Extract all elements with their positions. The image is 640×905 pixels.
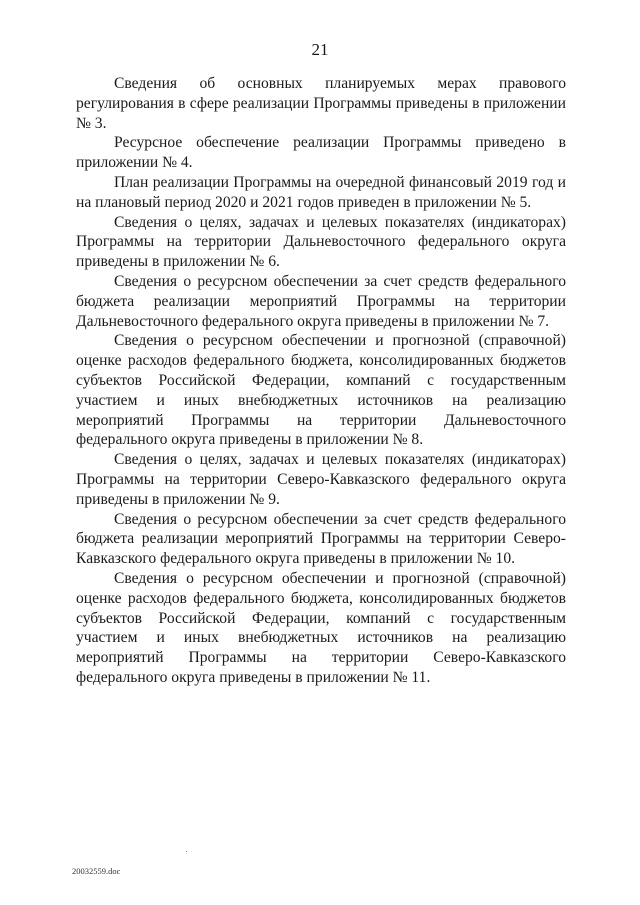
document-body — [76, 74, 566, 688]
footer-file-name: 20032559.doc — [72, 866, 121, 876]
scan-speck — [186, 851, 187, 852]
page-number: 21 — [311, 40, 329, 59]
paragraph-appendix-9: Сведения о целях, задачах и целевых показателях (индикаторах) Программы на территории Северо-Кавказского федерального округа приведены в приложении № 9. — [76, 451, 566, 508]
paragraph-appendix-11: Сведения о ресурсном обеспечении и прогнозной (справочной) оценке расходов федерального бюджета, консолидированных бюджетов субъектов Российской Федерации, компаний с государственным участием и иных внебюджетных источников на реализацию мероприятий Программы на территории Северо-Кавказского федерального округа приведены в приложении № 11. — [76, 569, 566, 686]
paragraph-appendix-8: Сведения о ресурсном обеспечении и прогнозной (справочной) оценке расходов федерального бюджета, консолидированных бюджетов субъектов Российской Федерации, компаний с государственным участием и иных внебюджетных источников на реализацию мероприятий Программы на территории Дальневосточного федерального округа приведены в приложении № 8. — [76, 332, 566, 449]
paragraph-appendix-4: Ресурсное обеспечение реализации Программы приведено в приложении № 4. — [76, 134, 566, 172]
paragraph-appendix-5: План реализации Программы на очередной финансовый 2019 год и на плановый период 2020 и 2021 годов приведен в приложении № 5. — [76, 173, 566, 211]
paragraph-appendix-6: Сведения о целях, задачах и целевых показателях (индикаторах) Программы на территории Дальневосточного федерального округа приведены в приложении № 6. — [76, 213, 566, 271]
paragraph-appendix-7: Сведения о ресурсном обеспечении за счет средств федерального бюджета реализации мероприятий Программы на территории Дальневосточного федерального округа приведены в приложении № 7. — [76, 272, 566, 330]
paragraph-appendix-3: Сведения об основных планируемых мерах правового регулирования в сфере реализации Программы приведены в приложении № 3. — [76, 75, 566, 132]
paragraph-appendix-10: Сведения о ресурсном обеспечении за счет средств федерального бюджета реализации мероприятий Программы на территории Северо-Кавказского федерального округа приведены в приложении № 10. — [76, 510, 566, 568]
